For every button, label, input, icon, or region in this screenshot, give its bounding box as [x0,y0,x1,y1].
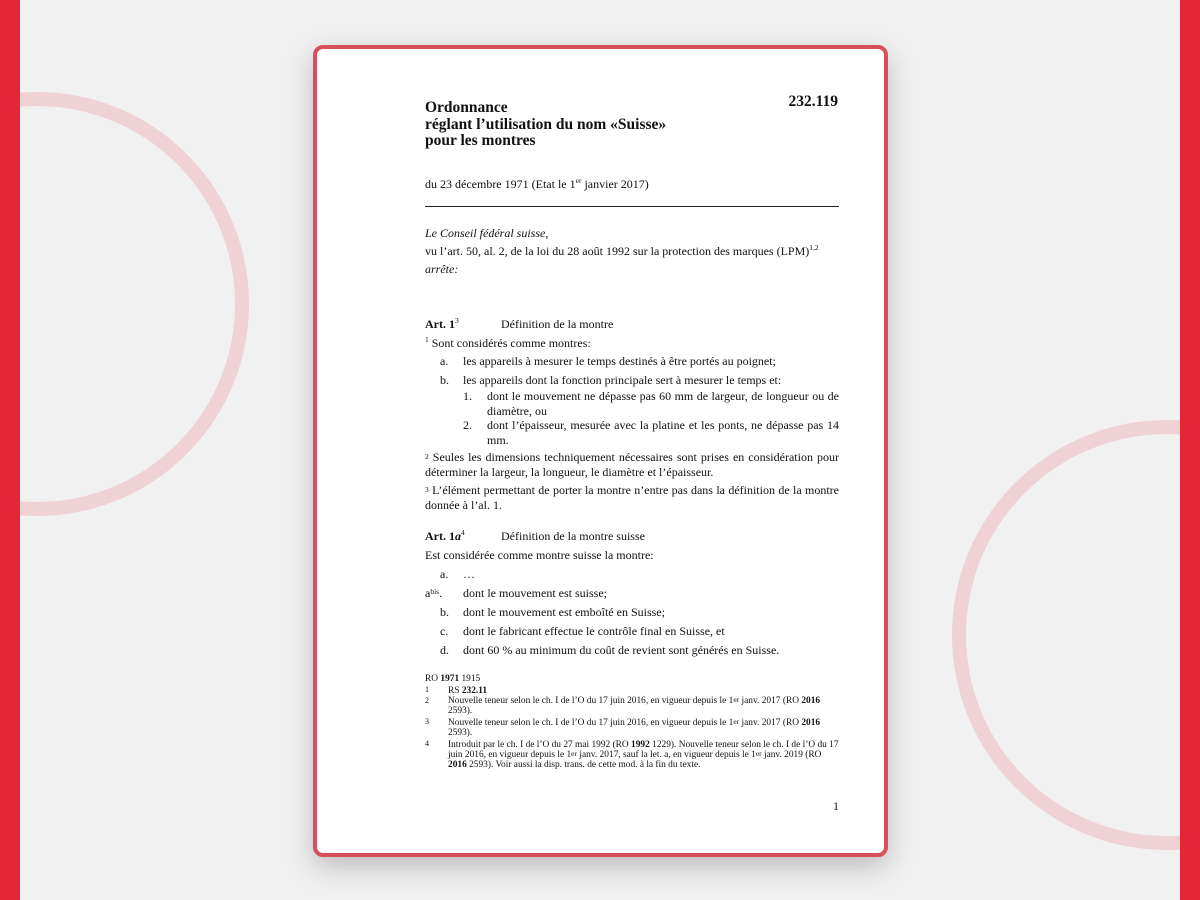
date-text-end: janvier 2017) [581,177,649,191]
preamble-arrete: arrête: [425,262,459,276]
document-page [313,45,888,857]
list-item-text: les appareils à mesurer le temps destinés à être portés au poignet; [463,354,776,368]
date-text: du 23 décembre 1971 (Etat le 1 [425,177,576,191]
fn-pre: Nouvelle teneur selon le ch. I de l’O du 17 juin 2016, en vigueur depuis le 1 [448,718,734,728]
ro-page: 1915 [459,674,481,684]
art1a-number: Art. 1 [425,529,455,543]
footnote-text [448,686,842,696]
art1-number: Art. 1 [425,317,455,331]
sublist-item-text: dont l’épaisseur, mesurée avec la platine et les ponts, ne dépasse pas 14 mm. [487,418,839,447]
list-item-label: a. [440,354,449,368]
art1-para1 [425,336,591,351]
label-sup: bis [430,587,440,596]
fn-bold: 2016 [801,696,821,706]
para-text: L’élément permettant de porter la montre n’entre pas dans la définition de la montre donnée à l’al. 1. [425,483,839,512]
ro-reference [425,674,480,684]
fn-bold: 1992 [631,740,650,750]
footnote-text [448,696,842,716]
preamble-vu [425,244,819,259]
footnote-number: 3 [425,717,429,726]
art1a-heading [425,529,465,544]
sublist-item-label: 2. [463,418,472,432]
list-item-text: dont le mouvement est suisse; [463,586,607,600]
art1a-title: Définition de la montre suisse [501,529,645,543]
fn-mid: janv. 2017 (RO [739,718,802,728]
list-item-label: b. [440,373,449,387]
fn-part: Introduit par le ch. I de l’O du 27 mai 1992 (RO [448,740,632,750]
art1-sup: 3 [455,316,459,325]
art1a-letter: a [455,529,461,543]
sublist-item-label: 1. [463,389,472,403]
para-text: Seules les dimensions techniquement nécessaires sont prises en considération pour déterminer la largeur, la longueur, le diamètre et l’épaisseur. [425,450,839,479]
list-item-text: les appareils dont la fonction principale sert à mesurer le temps et: [463,373,782,387]
fn-part: janv. 2019 (RO [761,750,822,760]
document-title [425,100,666,150]
footnote-text [448,740,842,770]
art1-title: Définition de la montre [501,317,614,331]
title-line: pour les montres [425,132,536,150]
date-sup: er [575,176,582,185]
preamble-vu-sup: 1,2 [809,243,819,252]
document-number: 232.119 [788,93,838,110]
title-line: Ordonnance [425,99,508,116]
list-item-label: d. [440,643,449,657]
fn-sup: er [755,749,762,758]
list-item-label: b. [440,605,449,619]
label-dot: . [439,586,443,600]
art1-heading [425,317,459,332]
footnote-number: 4 [425,739,429,748]
fn-sup: er [733,695,740,704]
art1-para2 [425,450,839,480]
title-line: réglant l’utilisation du nom «Suisse» [425,115,667,133]
art1a-intro: Est considérée comme montre suisse la montre: [425,548,654,562]
para-number: 3 [425,485,429,494]
ro-prefix: RO [425,674,441,684]
para-number: 1 [425,335,429,344]
fn-post: 2593). [448,706,473,716]
para-text: Sont considérés comme montres: [428,336,591,350]
fn-sup: er [733,717,740,726]
footnote-text [448,718,842,738]
fn-bold: 2016 [801,718,821,728]
preamble-council: Le Conseil fédéral suisse, [425,226,549,240]
list-item-text: dont 60 % au minimum du coût de revient sont générés en Suisse. [463,643,780,657]
title-divider [425,206,839,207]
art1-para3 [425,483,839,513]
label-base: a [425,586,431,600]
preamble-vu-text: vu l’art. 50, al. 2, de la loi du 28 août 1992 sur la protection des marques (LPM) [425,244,810,258]
list-item-label: a. [440,567,449,581]
page-number: 1 [833,799,839,813]
art1a-sup: 4 [461,528,465,537]
para-number: 2 [425,452,429,461]
list-item-label [425,586,442,601]
list-item-text: dont le mouvement est emboîté en Suisse; [463,605,665,619]
fn-post: 2593). [448,728,473,738]
fn-pre: RS [448,686,462,696]
decorative-ring-left [0,92,249,516]
fn-bold: 2016 [448,760,467,770]
fn-pre: Nouvelle teneur selon le ch. I de l’O du 17 juin 2016, en vigueur depuis le 1 [448,696,734,706]
list-item-text: dont le fabricant effectue le contrôle final en Suisse, et [463,624,725,638]
list-item-label: c. [440,624,449,638]
fn-mid: janv. 2017 (RO [739,696,802,706]
ro-year: 1971 [440,674,460,684]
fn-part: 2593). Voir aussi la disp. trans. de cette mod. à la fin du texte. [466,760,701,770]
fn-part: janv. 2017, sauf la let. a, en vigueur depuis le 1 [577,750,756,760]
sublist-item-text: dont le mouvement ne dépasse pas 60 mm de largeur, de longueur ou de diamètre, ou [487,389,839,418]
footnote-number: 1 [425,685,429,694]
document-date [425,177,649,192]
fn-bold: 232.11 [461,686,488,696]
footnote-number: 2 [425,696,429,705]
list-item-text: … [463,567,475,581]
fn-sup: er [571,749,577,758]
fn-part: 1229). Nouvelle teneur selon le ch. I de l’O du 17 juin 2016, en vigueur depuis le 1 [448,740,839,760]
decorative-ring-right [952,420,1200,850]
